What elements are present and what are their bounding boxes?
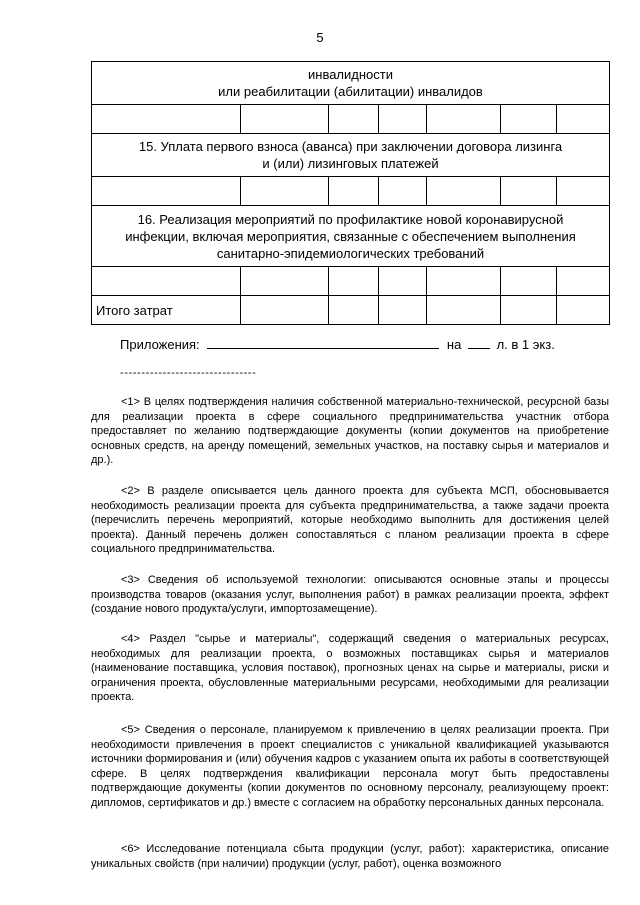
table-cell bbox=[329, 267, 379, 296]
table-cell bbox=[379, 105, 427, 134]
footnote-1: <1> В целях подтверждения наличия собственной материально-технической, ресурсной базы для реализации проекта в сфере социального предпринимательства участник отбора предоставляет по желанию подтверждающие документы (копии документов на приобретение основных средств, на аренду помещений, земельных участков, на поставку сырья и материалов и др.). bbox=[91, 396, 609, 466]
table-cell bbox=[379, 296, 427, 325]
attachments-pages-copies: л. в 1 экз. bbox=[496, 337, 555, 352]
section-15-text: 15. Уплата первого взноса (аванса) при заключении договора лизинга и (или) лизинговых платежей bbox=[138, 139, 563, 171]
footnote-6: <6> Исследование потенциала сбыта продукции (услуг, работ): характеристика, описание уникальных свойств (при наличии) продукции (услуг, работ), оценка возможного bbox=[91, 843, 609, 870]
table-cell bbox=[329, 296, 379, 325]
page-number: 5 bbox=[316, 30, 324, 45]
footnote-5: <5> Сведения о персонале, планируемом к привлечению в целях реализации проекта. При необходимости привлечения в проект специалистов с уникальной квалификацией указываются источники формирования и (или) обучения кадров с указанием опыта их работы в соответствующей сфере. В целях подтверждения квалификации персонала могут быть предоставлены подтверждающие документы (копии документов по основному персоналу, реализующему проект: дипломов, сертификатов и др.) вместе с согласием на обработку персональных данных персонала. bbox=[91, 724, 609, 809]
table-cell bbox=[329, 177, 379, 206]
pages-blank bbox=[468, 336, 490, 349]
table-row bbox=[92, 105, 610, 134]
section-continued-header bbox=[92, 62, 610, 105]
table-cell bbox=[501, 105, 557, 134]
table-cell bbox=[427, 267, 501, 296]
table-row bbox=[92, 267, 610, 296]
footnote-separator: -------------------------------- bbox=[120, 367, 257, 379]
table-cell bbox=[427, 296, 501, 325]
table-cell bbox=[329, 105, 379, 134]
table-cell bbox=[501, 267, 557, 296]
footnote-4: <4> Раздел "сырье и материалы", содержащий сведения о материальных ресурсах, необходимых для реализации проекта, о возможных поставщиках сырья и материалов (наименование поставщика, условия поставок), прогнозных ценах на сырье и материалы, риски и ограничения проекта, обусловленные материальными ресурсами, необходимыми для реализации проекта. bbox=[91, 633, 609, 703]
table-cell bbox=[501, 296, 557, 325]
table-cell bbox=[557, 177, 610, 206]
section-16-header bbox=[92, 206, 610, 267]
table-cell bbox=[557, 296, 610, 325]
expenses-table bbox=[91, 61, 610, 325]
footnote-2: <2> В разделе описывается цель данного проекта для субъекта МСП, обосновывается необходимость реализации проекта для субъекта предпринимательства, а также задачи проекта (перечислить перечень мероприятий, которые необходимо выполнить для достижения целей проекта). Данный перечень должен сопоставляться с планом реализации проекта в сфере социального предпринимательства. bbox=[91, 485, 609, 555]
table-cell bbox=[427, 105, 501, 134]
table-cell bbox=[92, 105, 241, 134]
table-cell bbox=[241, 177, 329, 206]
total-label: Итого затрат bbox=[92, 296, 241, 325]
total-row bbox=[92, 296, 610, 325]
table-cell bbox=[92, 267, 241, 296]
attachments-label: Приложения: bbox=[120, 337, 200, 352]
table-cell bbox=[379, 267, 427, 296]
table-cell bbox=[241, 105, 329, 134]
footnote-3: <3> Сведения об используемой технологии: описываются основные этапы и процессы производства товаров (оказания услуг, выполнения работ) в рамках реализации проекта, эффект (создание нового продукта/услуги, импортозамещение). bbox=[91, 574, 609, 615]
table-cell bbox=[557, 105, 610, 134]
section-continued-text: инвалидности или реабилитации (абилитации) инвалидов bbox=[218, 67, 483, 99]
attachments-on: на bbox=[446, 337, 462, 352]
table-cell bbox=[92, 177, 241, 206]
attachments-blank bbox=[207, 336, 439, 349]
table-cell bbox=[241, 296, 329, 325]
table-cell bbox=[379, 177, 427, 206]
attachments-line bbox=[120, 336, 600, 352]
table-cell bbox=[241, 267, 329, 296]
table-cell bbox=[427, 177, 501, 206]
table-cell bbox=[557, 267, 610, 296]
table-row bbox=[92, 177, 610, 206]
table-cell bbox=[501, 177, 557, 206]
section-16-text: 16. Реализация мероприятий по профилактике новой коронавирусной инфекции, включая мероприятия, связанные с обеспечением выполнения санитарно-эпидемиологических требований bbox=[125, 211, 576, 261]
section-15-header bbox=[92, 134, 610, 177]
